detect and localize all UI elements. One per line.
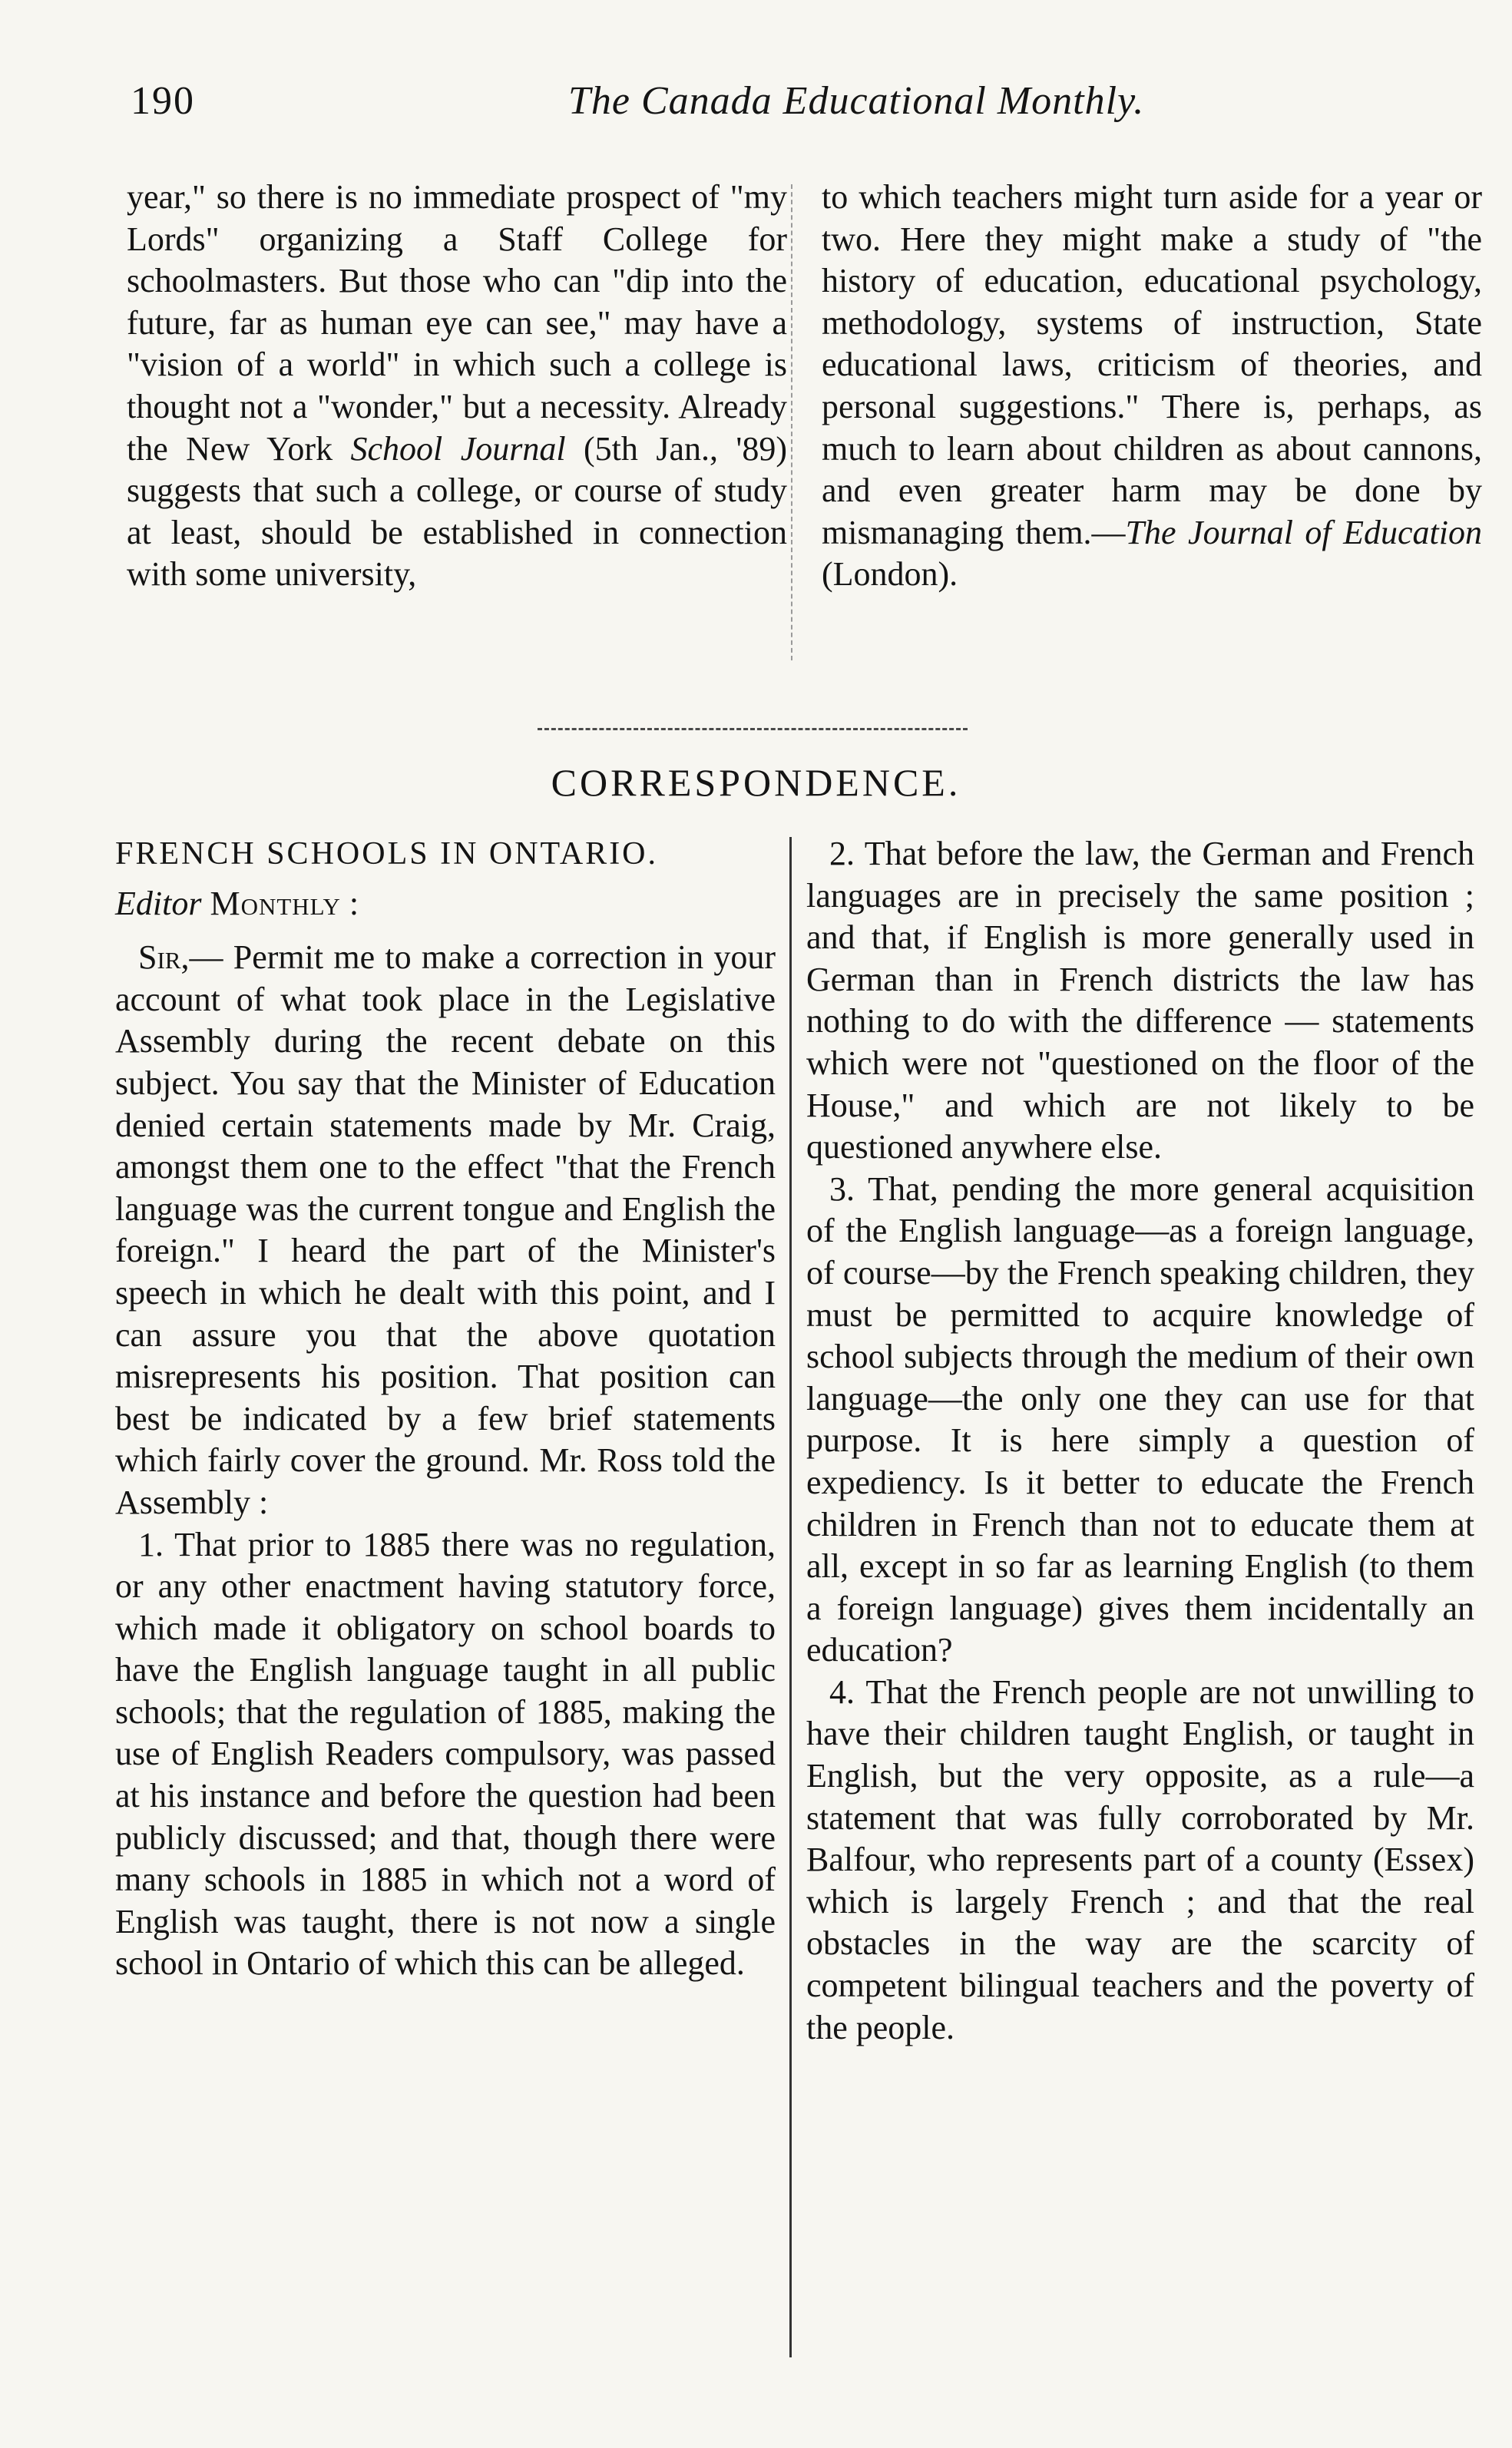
previous-article-left-part1: year," so there is no immediate prospect of "my Lords" organizing a Staff College for schoolmasters. But those who can "dip into the future, far as human eye can see," may have a "vision of a world" in which such a college is thought not a "wonder," but a necessity. Already the New York (127, 178, 787, 468)
previous-article-left-part2: (5th Jan., '89) suggests that such a college, or course of study at least, should be established in connection with some university, (127, 429, 787, 594)
letter-title: FRENCH SCHOOLS IN ONTARIO. (115, 836, 659, 872)
previous-article-right-part1: to which teachers might turn aside for a year or two. Here they might make a study of "the history of education, educational psychology, methodology, systems of instruction, State educational laws, criticism of theories, and personal suggestions." There is, perhaps, as much to learn about children as about cannons, and even greater harm may be done by mismanaging them.— (822, 178, 1482, 551)
lower-column-divider (789, 837, 792, 2357)
salutation-colon: : (340, 884, 359, 922)
section-heading: CORRESPONDENCE. (551, 761, 961, 804)
letter-right-column (806, 833, 1474, 2049)
salutation (115, 883, 776, 925)
upper-column-divider (791, 184, 792, 660)
letter-point-4: 4. That the French people are not unwilling to have their children taught English, or taught in English, but the very opposite, as a rule—a statement that was fully corroborated by Mr. Balfour, who represents part of a county (Essex) which is largely French ; and that the real obstacles in the way are the scarcity of competent bilingual teachers and the poverty of the people. (806, 1672, 1474, 2046)
letter-opening-text: — Permit me to make a correction in your account of what took place in the Legislative Assembly during the recent debate on this subject. You say that the Minister of Education denied certain statements made by Mr. Craig, amongst them one to the effect "that the French language was the current tongue and English the foreign." I heard the part of the Minister's speech in which he dealt with this point, and I can assure you that the above quotation misrepresents his position. That position can best be indicated by a few brief statements which fairly cover the ground. Mr. Ross told the Assembly : (115, 938, 776, 1521)
previous-article-left-column (127, 177, 787, 596)
previous-article-right-text (822, 177, 1482, 596)
page-number: 190 (131, 79, 195, 123)
section-divider-rule (538, 728, 968, 730)
salutation-editor: Editor (115, 884, 202, 922)
letter-sir: Sir, (138, 938, 190, 977)
letter-left-column (115, 833, 776, 1985)
previous-article-left-text (127, 177, 787, 596)
previous-article-right-column (822, 177, 1482, 596)
salutation-monthly: Monthly (210, 884, 341, 922)
running-head: The Canada Educational Monthly. (568, 79, 1145, 123)
letter-point-2: 2. That before the law, the German and French languages are in precisely the same position ; and that, if English is more generally used in German than in French districts the law has nothing to do with the difference — statements which were not "questioned on the floor of the House," and which are not likely to be questioned anywhere else. (806, 835, 1474, 1166)
letter-point-3: 3. That, pending the more general acquisition of the English language—as a foreign language, of course—by the French speaking children, they must be permitted to acquire knowledge of school subjects through the medium of their own language—the only one they can use for that purpose. It is here simply a question of expediency. Is it better to educate the French children in French than not to educate them at all, except in so far as learning English (to them a foreign language) gives them incidentally an education? (806, 1169, 1474, 1669)
page-header (115, 78, 1421, 147)
letter-point-1: 1. That prior to 1885 there was no regulation, or any other enactment having statutory force, which made it obligatory on school boards to have the English language taught in all public schools; that the regulation of 1885, making the use of English Readers compulsory, was passed at his instance and before the question had been publicly discussed; and that, though there were many schools in 1885 in which not a word of English was taught, there is not now a single school in Ontario of which this can be alleged. (115, 1525, 776, 1983)
letter-opening (115, 937, 776, 1523)
previous-article-right-part2: (London). (822, 555, 958, 594)
school-journal-title: School Journal (350, 429, 566, 468)
source-citation: The Journal of Education (1125, 513, 1482, 551)
